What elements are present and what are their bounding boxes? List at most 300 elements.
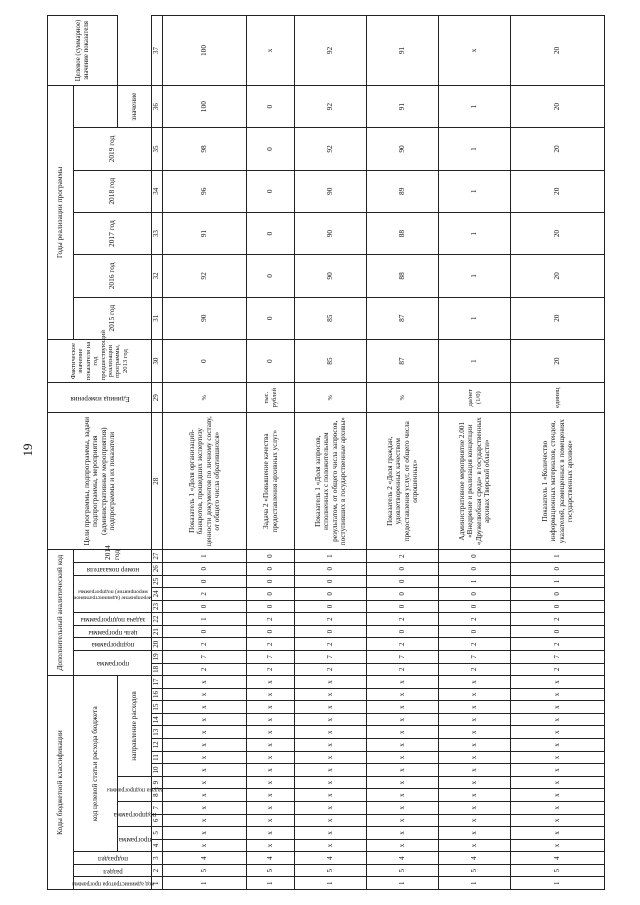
code-cell: x [439, 801, 511, 814]
code-cell: x [295, 776, 367, 789]
razdel-header-text: раздел [102, 867, 123, 876]
kcsr-podprogram-header-text: подпрограмма [113, 810, 156, 819]
kcsr-program-header-text: программа [118, 836, 151, 845]
column-number: 4 [152, 839, 163, 852]
target-value-cell: 20 [511, 16, 605, 86]
code-cell: x [295, 751, 367, 764]
code-cell: 0 [439, 562, 511, 575]
fact-value-cell: 20 [511, 339, 605, 382]
unit-cell: единиц [511, 383, 605, 413]
code-cell: x [367, 776, 439, 789]
code-cell: x [295, 688, 367, 701]
code-cell: 0 [367, 625, 439, 638]
year-value-cell: 92 [163, 255, 247, 297]
ac-task-header-text: задача подпрограммы [79, 615, 146, 624]
kcsr-program-header [118, 827, 152, 852]
indicator-description: Показатель 1 «Доля организаций-банкротов, прошедших экспертизу ценности документов по личному составу, от общего числа обратившихся» [163, 413, 247, 550]
kcsr-podprogram-header [113, 801, 156, 826]
code-cell: 7 [511, 651, 605, 664]
kcsr-zadacha-header [106, 776, 163, 801]
indicator-description: Задача 2 «Повышение качества предоставления архивных услуг» [247, 413, 295, 550]
code-cell: 0 [439, 588, 511, 601]
code-cell: 0 [295, 625, 367, 638]
code-cell: x [511, 688, 605, 701]
years-group-header: Годы реализации программы [48, 85, 74, 339]
code-cell: x [511, 827, 605, 840]
code-cell: x [163, 688, 247, 701]
code-cell: x [163, 776, 247, 789]
code-cell: 2 [295, 638, 367, 651]
code-cell: 0 [295, 562, 367, 575]
column-number: 5 [152, 827, 163, 840]
code-cell: x [439, 776, 511, 789]
column-number: 13 [152, 726, 163, 739]
column-number: 24 [152, 588, 163, 601]
code-cell: x [247, 801, 295, 814]
code-cell: x [439, 839, 511, 852]
fact-value-cell: 1 [439, 339, 511, 382]
column-number: 9 [152, 776, 163, 789]
ac-podprogram-header [74, 638, 152, 651]
code-cell: x [439, 789, 511, 802]
ac-task-header [74, 613, 152, 626]
code-cell: x [247, 726, 295, 739]
goals-column-header: Цели программы, подпрограммы, задачи подпрограммы, мероприятия (административные мероприятия) подпрограммы и их показатели [48, 413, 152, 550]
kcsr-zadacha-header-text: задача подпрограммы [106, 786, 163, 793]
target-sub-header: значение [118, 85, 152, 127]
year-value-cell: 0 [247, 128, 295, 170]
column-number: 6 [152, 814, 163, 827]
code-cell: x [367, 839, 439, 852]
code-cell: 2 [367, 638, 439, 651]
code-cell: x [511, 676, 605, 689]
code-cell: 0 [511, 600, 605, 613]
podrazdel-header-text: подраздел [97, 854, 128, 863]
code-cell: 1 [511, 877, 605, 890]
column-number: 32 [152, 255, 163, 297]
year-value-cell: 88 [367, 212, 439, 254]
column-number: 3 [152, 852, 163, 865]
column-number: 31 [152, 297, 163, 339]
code-cell: 4 [511, 852, 605, 865]
indicator-description: Показатель 1 «Доля запросов, исполненных с положительным результатом, от общего числа запросов, поступивших в государственные архивы» [295, 413, 367, 550]
year-value-cell: 20 [511, 170, 605, 212]
column-number: 11 [152, 751, 163, 764]
code-cell: 0 [367, 600, 439, 613]
code-cell: x [247, 776, 295, 789]
column-number: 1 [152, 877, 163, 890]
code-cell: 2 [295, 613, 367, 626]
column-number: 15 [152, 701, 163, 714]
code-cell: x [367, 789, 439, 802]
code-cell: 0 [439, 625, 511, 638]
fact-value-cell: 85 [295, 339, 367, 382]
column-number: 18 [152, 663, 163, 676]
year-value-cell: 20 [511, 85, 605, 127]
column-number: 26 [152, 562, 163, 575]
unit-cell: да/нет (1/0) [439, 383, 511, 413]
code-cell: 7 [247, 651, 295, 664]
unit-cell: % [163, 383, 247, 413]
code-cell: x [247, 688, 295, 701]
code-cell: x [367, 713, 439, 726]
code-cell: 0 [247, 625, 295, 638]
year-value-cell: 0 [247, 255, 295, 297]
code-cell: 2 [439, 613, 511, 626]
ac-program-header [74, 651, 152, 676]
code-cell: 4 [439, 852, 511, 865]
code-cell: 1 [511, 550, 605, 563]
code-cell: 0 [511, 562, 605, 575]
target-article-header: код целевой статьи расхода бюджета [74, 676, 118, 852]
code-cell: 1 [247, 877, 295, 890]
code-cell: 7 [439, 651, 511, 664]
code-cell: 0 [511, 588, 605, 601]
code-cell: x [247, 676, 295, 689]
code-cell: x [247, 789, 295, 802]
column-number: 21 [152, 625, 163, 638]
code-cell: x [247, 839, 295, 852]
code-cell: 1 [439, 877, 511, 890]
code-cell: x [367, 801, 439, 814]
podrazdel-header [74, 852, 152, 865]
table-row [367, 16, 439, 890]
year-value-cell: 1 [439, 297, 511, 339]
column-number: 27 [152, 550, 163, 563]
year-value-cell: 98 [163, 128, 247, 170]
code-cell: 1 [163, 613, 247, 626]
code-cell: x [511, 701, 605, 714]
table-row [511, 16, 605, 890]
year-value-cell: 0 [247, 212, 295, 254]
code-cell: x [511, 739, 605, 752]
code-cell: x [295, 764, 367, 777]
code-cell: 7 [163, 651, 247, 664]
additional-code-header: Дополнительный аналитический код [48, 550, 74, 676]
year-2015-header: 2015 год [74, 297, 152, 339]
code-cell: x [295, 713, 367, 726]
column-number: 33 [152, 212, 163, 254]
table-row [439, 16, 511, 890]
code-cell: x [367, 688, 439, 701]
code-cell: x [511, 713, 605, 726]
column-number: 28 [152, 413, 163, 550]
code-cell: 0 [367, 588, 439, 601]
column-number: 17 [152, 676, 163, 689]
code-cell: 2 [163, 638, 247, 651]
ac-program-header-text: программа [96, 660, 129, 669]
year-value-cell: 1 [439, 255, 511, 297]
code-cell: x [511, 751, 605, 764]
code-cell: x [439, 676, 511, 689]
code-cell: x [295, 726, 367, 739]
unit-column-header [48, 383, 152, 413]
code-cell: x [367, 701, 439, 714]
unit-cell: тыс. рублей [247, 383, 295, 413]
code-cell: 1 [163, 550, 247, 563]
ac-admin-event-header-text: мероприятие (административное мероприятие) подпрограммы [73, 587, 152, 601]
code-cell: x [163, 701, 247, 714]
code-cell: 0 [163, 575, 247, 588]
ac-indicator-number-header-text: номер показателя [86, 565, 139, 574]
column-number: 29 [152, 383, 163, 413]
code-cell: x [439, 814, 511, 827]
year-value-cell: 90 [295, 255, 367, 297]
code-cell: x [247, 713, 295, 726]
column-number: 10 [152, 764, 163, 777]
code-cell: x [439, 764, 511, 777]
code-cell: 0 [247, 588, 295, 601]
year-value-cell: 0 [247, 85, 295, 127]
target-value-cell: х [247, 16, 295, 86]
code-cell: 2 [511, 663, 605, 676]
column-number: 23 [152, 600, 163, 613]
table-row [163, 16, 247, 890]
code-cell: 2 [163, 588, 247, 601]
year-value-cell: 90 [367, 128, 439, 170]
code-cell: 0 [367, 562, 439, 575]
code-cell: x [439, 739, 511, 752]
column-number: 37 [152, 16, 163, 86]
code-cell: x [247, 751, 295, 764]
code-cell: 1 [367, 877, 439, 890]
code-cell: 2 [163, 663, 247, 676]
column-numbers-row [152, 16, 163, 890]
ac-indicator-number-header [74, 562, 152, 575]
year-value-cell: 90 [295, 212, 367, 254]
code-cell: x [163, 827, 247, 840]
code-cell: x [511, 764, 605, 777]
code-cell: 5 [163, 864, 247, 877]
code-cell: x [295, 814, 367, 827]
code-cell: 0 [163, 562, 247, 575]
column-number: 16 [152, 688, 163, 701]
code-cell: 4 [367, 852, 439, 865]
code-cell: 5 [295, 864, 367, 877]
column-number: 12 [152, 739, 163, 752]
code-cell: x [439, 827, 511, 840]
ac-podprogram-header-text: подпрограмма [91, 641, 134, 650]
code-cell: 1 [163, 877, 247, 890]
code-cell: 0 [247, 600, 295, 613]
year-value-cell: 20 [511, 128, 605, 170]
year-value-cell: 0 [247, 170, 295, 212]
code-cell: 2 [247, 613, 295, 626]
indicator-description: Показатель 2 «Доля граждан, удовлетворенных качеством предоставления услуг, от общего числа опрошенных» [367, 413, 439, 550]
code-cell: 7 [295, 651, 367, 664]
year-value-cell: 88 [367, 255, 439, 297]
unit-cell: % [295, 383, 367, 413]
code-cell: x [367, 764, 439, 777]
ac-admin-event-header [74, 575, 152, 613]
year-2019-header: 2019 год [74, 128, 152, 170]
code-cell: x [295, 839, 367, 852]
code-cell: 2 [247, 638, 295, 651]
code-cell: x [163, 676, 247, 689]
code-cell: 5 [511, 864, 605, 877]
year-2016-header: 2016 год [74, 255, 152, 297]
code-cell: 1 [295, 877, 367, 890]
code-cell: 0 [163, 625, 247, 638]
program-indicators-table [47, 15, 605, 890]
year-value-cell: 89 [367, 170, 439, 212]
code-cell: 2 [367, 550, 439, 563]
code-cell: 0 [295, 600, 367, 613]
code-cell: x [511, 789, 605, 802]
code-cell: 0 [163, 600, 247, 613]
code-cell: x [247, 764, 295, 777]
admin-code-header [71, 877, 154, 890]
code-cell: x [247, 701, 295, 714]
column-number: 30 [152, 339, 163, 382]
table-row [295, 16, 367, 890]
ac-goal-header-text: цель программы [87, 628, 138, 637]
code-cell: x [295, 676, 367, 689]
target-value-cell: 91 [367, 16, 439, 86]
year-value-cell: 92 [295, 128, 367, 170]
indicator-description: Административное мероприятие 2.001 «Внедрение и реализация концепции «Дружелюбная среда» в государственных архивах Тверской области» [439, 413, 511, 550]
code-cell: x [163, 739, 247, 752]
code-cell: x [367, 827, 439, 840]
code-cell: x [439, 688, 511, 701]
code-cell: 0 [511, 625, 605, 638]
fact-column-header: Фактическое значение показателя на год предшествующий реализации программы, 2013 год [48, 339, 152, 382]
year-value-cell: 1 [439, 170, 511, 212]
code-cell: 0 [295, 575, 367, 588]
code-cell: x [163, 764, 247, 777]
code-cell: x [163, 801, 247, 814]
column-number: 14 [152, 713, 163, 726]
column-number: 8 [152, 789, 163, 802]
code-cell: x [295, 827, 367, 840]
code-cell: x [439, 701, 511, 714]
code-cell: 2 [439, 638, 511, 651]
admin-code-header-text: код администратора программы [71, 880, 154, 887]
column-number: 25 [152, 575, 163, 588]
code-cell: x [295, 701, 367, 714]
year-2018-header: 2018 год [74, 170, 152, 212]
year-value-cell: 96 [163, 170, 247, 212]
year-value-cell: 100 [163, 85, 247, 127]
target-value-cell: 92 [295, 16, 367, 86]
code-cell: x [163, 789, 247, 802]
code-cell: 0 [295, 588, 367, 601]
code-cell: x [439, 751, 511, 764]
code-cell: 0 [247, 550, 295, 563]
code-cell: 7 [367, 651, 439, 664]
code-cell: x [163, 814, 247, 827]
code-cell: 2 [439, 663, 511, 676]
year-2014-header: 2014 год [74, 550, 152, 563]
code-cell: x [247, 814, 295, 827]
code-cell: x [295, 739, 367, 752]
code-cell: x [367, 676, 439, 689]
year-value-cell: 91 [367, 85, 439, 127]
code-cell: 2 [295, 663, 367, 676]
code-cell: 0 [247, 562, 295, 575]
column-number: 36 [152, 85, 163, 127]
code-cell: x [367, 814, 439, 827]
code-cell: 1 [511, 575, 605, 588]
code-cell: x [367, 739, 439, 752]
year-value-cell: 1 [439, 212, 511, 254]
razdel-header [74, 864, 152, 877]
code-cell: 5 [247, 864, 295, 877]
year-value-cell: 20 [511, 212, 605, 254]
year-value-cell: 85 [295, 297, 367, 339]
column-number: 34 [152, 170, 163, 212]
code-cell: x [247, 827, 295, 840]
code-cell: x [163, 751, 247, 764]
year-value-cell: 0 [247, 297, 295, 339]
code-cell: x [367, 726, 439, 739]
budget-codes-header: Коды бюджетной классификации [48, 676, 74, 890]
year-value-cell: 1 [439, 85, 511, 127]
code-cell: x [511, 726, 605, 739]
ac-goal-header [74, 625, 152, 638]
target-column-header: Целевое (суммарное) значение показателя [48, 16, 118, 86]
year-2017-header: 2017 год [74, 212, 152, 254]
code-cell: x [439, 726, 511, 739]
year-value-cell: 90 [295, 170, 367, 212]
code-cell: x [439, 713, 511, 726]
code-cell: x [511, 839, 605, 852]
target-value-cell: 100 [163, 16, 247, 86]
indicator-description: Показатель 1 «Количество информационных материалов, стендов, указателей, размещенных в помещениях государственных архивов» [511, 413, 605, 550]
fact-value-cell: 0 [247, 339, 295, 382]
year-value-cell: 91 [163, 212, 247, 254]
rotated-table-wrapper [47, 15, 617, 890]
code-cell: 1 [439, 575, 511, 588]
code-cell: x [295, 789, 367, 802]
column-number: 20 [152, 638, 163, 651]
code-cell: x [295, 801, 367, 814]
column-number: 22 [152, 613, 163, 626]
year-value-cell: 20 [511, 255, 605, 297]
column-number: 35 [152, 128, 163, 170]
code-cell: 0 [367, 575, 439, 588]
code-cell: 2 [511, 613, 605, 626]
year-value-cell: 1 [439, 128, 511, 170]
code-cell: 2 [367, 663, 439, 676]
code-cell: x [367, 751, 439, 764]
column-number: 7 [152, 801, 163, 814]
year-value-cell: 87 [367, 297, 439, 339]
year-value-cell: 90 [163, 297, 247, 339]
code-cell: 0 [247, 575, 295, 588]
fact-value-cell: 87 [367, 339, 439, 382]
fact-value-cell: 0 [163, 339, 247, 382]
code-cell: x [163, 726, 247, 739]
code-cell: 4 [295, 852, 367, 865]
page-number: 19 [20, 443, 35, 457]
code-cell: x [511, 801, 605, 814]
code-cell: 5 [367, 864, 439, 877]
column-number: 2 [152, 864, 163, 877]
code-cell: 0 [439, 600, 511, 613]
unit-column-header-text: Единица измерения [70, 394, 129, 403]
code-cell: 2 [247, 663, 295, 676]
code-cell: 5 [439, 864, 511, 877]
code-cell: x [511, 814, 605, 827]
kcsr-direction-header: направление расходов [118, 676, 152, 777]
code-cell: 2 [367, 613, 439, 626]
table-row [247, 16, 295, 890]
unit-cell: % [367, 383, 439, 413]
code-cell: 1 [295, 550, 367, 563]
target-value-cell: х [439, 16, 511, 86]
code-cell: 4 [247, 852, 295, 865]
